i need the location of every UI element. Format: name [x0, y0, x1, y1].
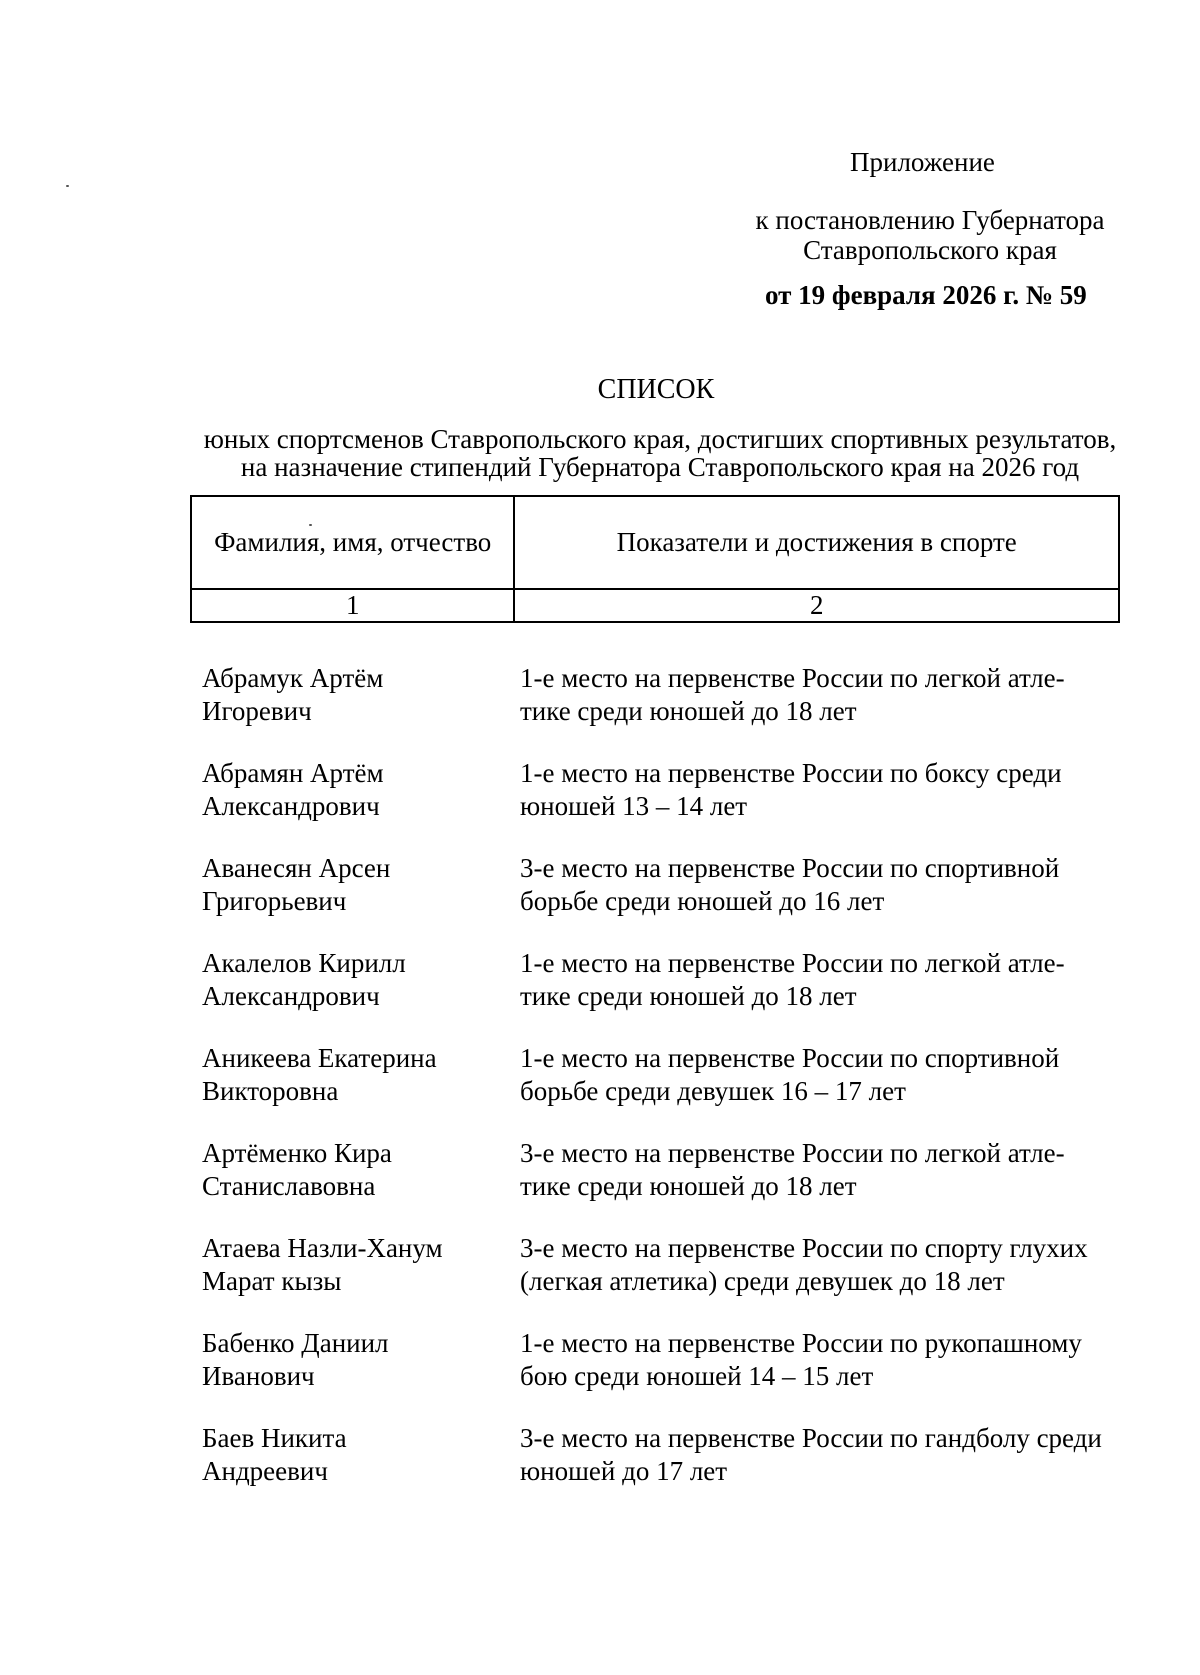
athlete-name — [202, 662, 520, 757]
achievement-line: юношей 13 – 14 лет — [520, 791, 748, 821]
list-item — [202, 1232, 1120, 1327]
name-line: Александрович — [202, 981, 380, 1011]
achievement-line: 1-е место на первенстве России по рукопашному — [520, 1328, 1082, 1358]
achievement-line: бою среди юношей 14 – 15 лет — [520, 1361, 874, 1391]
achievement-line: 1-е место на первенстве России по боксу среди — [520, 758, 1062, 788]
name-line: Аникеева Екатерина — [202, 1043, 437, 1073]
list-item — [202, 662, 1120, 757]
name-line: Артёменко Кира — [202, 1138, 392, 1168]
document-title: СПИСОК — [597, 374, 715, 405]
name-line: Баев Никита — [202, 1423, 347, 1453]
column-number-cell: 2 — [514, 589, 1119, 622]
name-line: Григорьевич — [202, 886, 347, 916]
achievement-line: 1-е место на первенстве России по легкой атле- — [520, 663, 1065, 693]
header-cell-name: Фамилия, имя, отчество — [191, 496, 514, 589]
athlete-name — [202, 757, 520, 852]
achievement-line: (легкая атлетика) среди девушек до 18 лет — [520, 1266, 1005, 1296]
achievement-line: 1-е место на первенстве России по легкой атле- — [520, 948, 1065, 978]
appendix-ref-line: Ставропольского края — [803, 235, 1057, 265]
achievement-line: юношей до 17 лет — [520, 1456, 728, 1486]
achievement-line: борьбе среди девушек 16 – 17 лет — [520, 1076, 906, 1106]
scan-speck — [66, 185, 69, 187]
athlete-achievement — [520, 1137, 1120, 1232]
list-item — [202, 1422, 1120, 1517]
name-line: Игоревич — [202, 696, 312, 726]
athlete-achievement — [520, 1422, 1120, 1517]
name-line: Иванович — [202, 1361, 315, 1391]
header-table — [190, 495, 1120, 623]
athlete-name — [202, 1232, 520, 1327]
list-item — [202, 852, 1120, 947]
name-line: Атаева Назли-Ханум — [202, 1233, 443, 1263]
athlete-list — [202, 662, 1120, 1517]
athlete-achievement — [520, 852, 1120, 947]
column-number-row — [191, 589, 1119, 622]
list-item — [202, 1327, 1120, 1422]
subtitle-line: юных спортсменов Ставропольского края, достигших спортивных результатов, — [203, 424, 1117, 454]
name-line: Аванесян Арсен — [202, 853, 391, 883]
header-row — [191, 496, 1119, 589]
subtitle-line: на назначение стипендий Губернатора Ставропольского края на 2026 год — [240, 452, 1080, 482]
athlete-name — [202, 947, 520, 1042]
name-line: Станиславовна — [202, 1171, 376, 1201]
column-number-cell: 1 — [191, 589, 514, 622]
athlete-name — [202, 852, 520, 947]
athlete-achievement — [520, 757, 1120, 852]
appendix-title: Приложение — [850, 147, 995, 177]
list-item — [202, 1042, 1120, 1137]
name-line: Александрович — [202, 791, 380, 821]
achievement-line: 3-е место на первенстве России по спортивной — [520, 853, 1060, 883]
list-item — [202, 947, 1120, 1042]
achievement-line: 3-е место на первенстве России по спорту глухих — [520, 1233, 1088, 1263]
athlete-achievement — [520, 1327, 1120, 1422]
name-line: Бабенко Даниил — [202, 1328, 389, 1358]
achievement-line: борьбе среди юношей до 16 лет — [520, 886, 885, 916]
athlete-achievement — [520, 662, 1120, 757]
list-item — [202, 1137, 1120, 1232]
header-cell-achievements: Показатели и достижения в спорте — [514, 496, 1119, 589]
name-line: Акалелов Кирилл — [202, 948, 406, 978]
achievement-line: 3-е место на первенстве России по легкой атле- — [520, 1138, 1065, 1168]
athlete-name — [202, 1327, 520, 1422]
achievement-line: тике среди юношей до 18 лет — [520, 1171, 857, 1201]
athlete-name — [202, 1042, 520, 1137]
athlete-name — [202, 1137, 520, 1232]
appendix-ref-line: к постановлению Губернатора — [755, 205, 1105, 235]
achievement-line: тике среди юношей до 18 лет — [520, 696, 857, 726]
athlete-achievement — [520, 947, 1120, 1042]
name-line: Викторовна — [202, 1076, 339, 1106]
athlete-name — [202, 1422, 520, 1517]
achievement-line: 3-е место на первенстве России по гандболу среди — [520, 1423, 1102, 1453]
athlete-achievement — [520, 1232, 1120, 1327]
document-subtitle — [190, 425, 1130, 481]
athlete-achievement — [520, 1042, 1120, 1137]
name-line: Марат кызы — [202, 1266, 342, 1296]
name-line: Абрамук Артём — [202, 663, 384, 693]
achievement-line: тике среди юношей до 18 лет — [520, 981, 857, 1011]
name-line: Андреевич — [202, 1456, 328, 1486]
appendix-date: от 19 февраля 2026 г. № 59 — [765, 280, 1087, 310]
appendix-reference — [730, 205, 1130, 265]
achievement-line: 1-е место на первенстве России по спортивной — [520, 1043, 1060, 1073]
list-item — [202, 757, 1120, 852]
name-line: Абрамян Артём — [202, 758, 384, 788]
